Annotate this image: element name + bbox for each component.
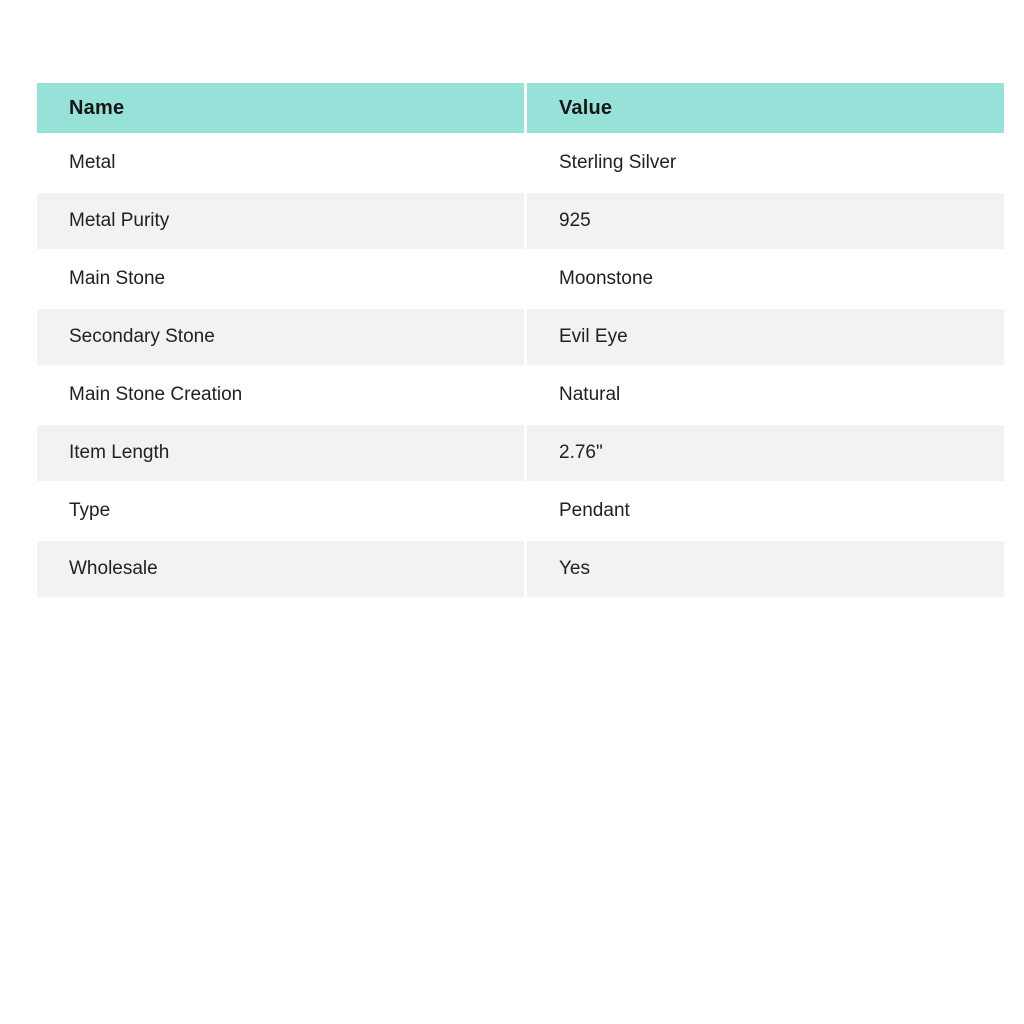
spec-name-cell: Secondary Stone bbox=[37, 309, 524, 365]
table-row bbox=[37, 251, 1004, 307]
spec-value-cell: Pendant bbox=[527, 483, 1004, 539]
spec-value-cell: Moonstone bbox=[527, 251, 1004, 307]
spec-value-cell: Natural bbox=[527, 367, 1004, 423]
product-spec-table bbox=[34, 81, 1007, 599]
spec-name-cell: Type bbox=[37, 483, 524, 539]
table-row bbox=[37, 541, 1004, 597]
table-row bbox=[37, 193, 1004, 249]
header-row bbox=[37, 83, 1004, 133]
table-row bbox=[37, 367, 1004, 423]
column-header-name: Name bbox=[37, 83, 524, 133]
table-row bbox=[37, 425, 1004, 481]
table-row bbox=[37, 135, 1004, 191]
spec-value-cell: Evil Eye bbox=[527, 309, 1004, 365]
spec-value-cell: 925 bbox=[527, 193, 1004, 249]
column-header-value: Value bbox=[527, 83, 1004, 133]
spec-name-cell: Metal Purity bbox=[37, 193, 524, 249]
table-row bbox=[37, 309, 1004, 365]
spec-value-cell: Sterling Silver bbox=[527, 135, 1004, 191]
spec-name-cell: Metal bbox=[37, 135, 524, 191]
spec-name-cell: Wholesale bbox=[37, 541, 524, 597]
spec-name-cell: Main Stone Creation bbox=[37, 367, 524, 423]
spec-name-cell: Item Length bbox=[37, 425, 524, 481]
spec-value-cell: Yes bbox=[527, 541, 1004, 597]
spec-table-header bbox=[37, 83, 1004, 133]
table-row bbox=[37, 483, 1004, 539]
spec-name-cell: Main Stone bbox=[37, 251, 524, 307]
spec-table-body bbox=[37, 135, 1004, 597]
spec-value-cell: 2.76" bbox=[527, 425, 1004, 481]
